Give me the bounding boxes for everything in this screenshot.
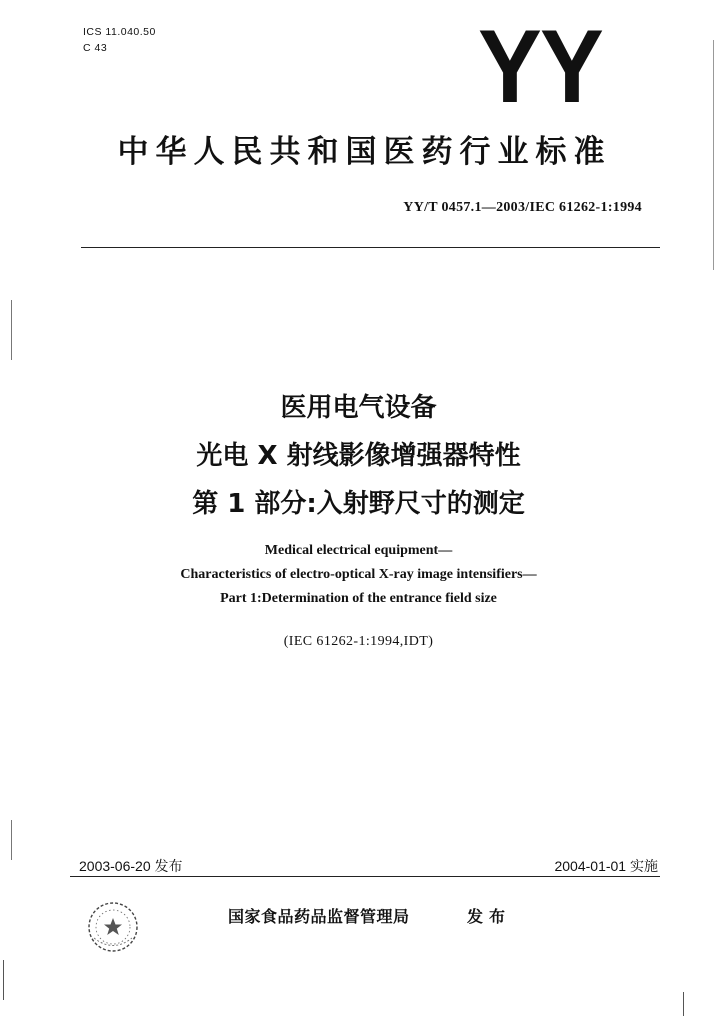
bottom-divider	[70, 876, 660, 877]
scan-edge-mark	[713, 40, 714, 270]
chinese-title-line-2: 光电 X 射线影像增强器特性	[196, 441, 521, 471]
implementation-date: 2004-01-01 实施	[554, 858, 658, 874]
scan-edge-mark	[11, 300, 12, 360]
issue-date: 2003-06-20 发布	[79, 858, 183, 874]
standard-name: 中华人民共和国医药行业标准	[117, 134, 612, 170]
scan-edge-mark	[683, 992, 684, 1016]
scan-edge-mark	[11, 820, 12, 860]
standard-code: YY/T 0457.1—2003/IEC 61262-1:1994	[403, 200, 642, 215]
classification-codes	[83, 24, 156, 56]
english-title-line-2: Characteristics of electro-optical X-ray image intensifiers—	[180, 567, 537, 582]
ics-code: ICS 11.040.50	[83, 26, 156, 38]
yy-mark: YY	[478, 9, 602, 125]
top-divider	[81, 247, 660, 248]
ccs-code: C 43	[83, 42, 108, 54]
english-title-line-3: Part 1:Determination of the entrance field size	[220, 591, 497, 606]
chinese-title-line-1: 医用电气设备	[280, 393, 437, 423]
official-seal-icon	[84, 898, 142, 956]
iec-equivalence: (IEC 61262-1:1994,IDT)	[283, 634, 434, 649]
scan-edge-mark	[3, 960, 4, 1000]
chinese-title	[0, 384, 717, 528]
issuing-authority: 国家食品药品监督管理局	[228, 907, 410, 926]
english-title-line-1: Medical electrical equipment—	[264, 543, 453, 558]
issue-label: 发布	[467, 907, 512, 926]
chinese-title-line-3: 第 1 部分:入射野尺寸的测定	[192, 489, 525, 519]
english-title	[0, 539, 717, 611]
